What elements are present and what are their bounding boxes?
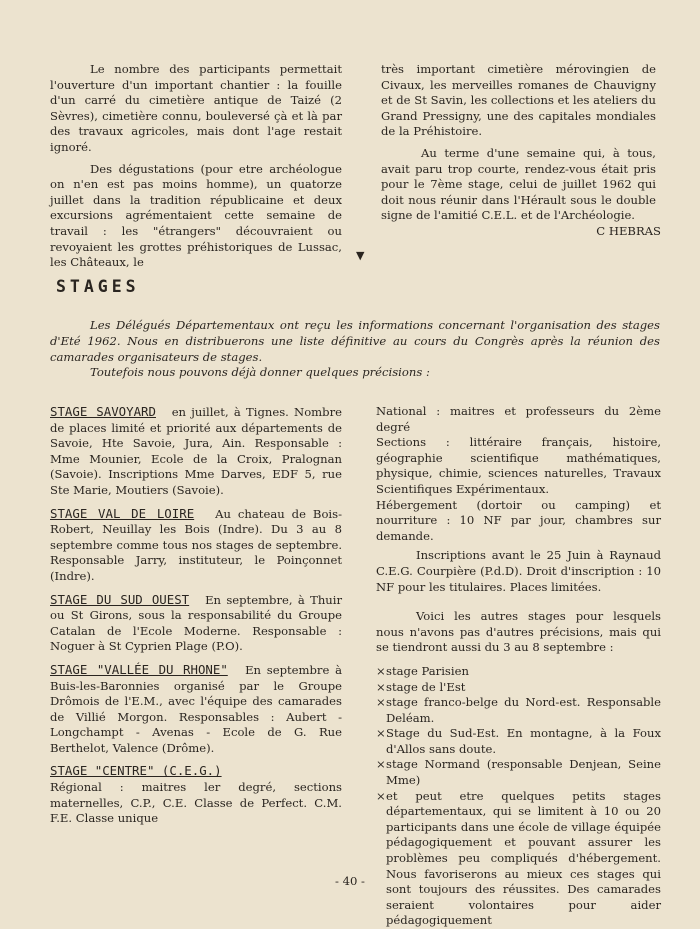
- paragraph: Au terme d'une semaine qui, à tous, avait paru trop courte, rendez-vous était pris pour le 7ème stage, celui de juillet 1962 qui doit nous réunir dans l'Hérault sous le double signe de l'amitié C.E.L. et de l'Archéologie.: [381, 145, 656, 223]
- stage-heading: STAGE "VALLÉE DU RHONE": [50, 661, 228, 677]
- stage-text: En septembre à Buis-les-Baronnies organisé par le Groupe Drômois de l'E.M., avec l'équipe des camarades de Villié Morgon. Responsables : Aubert - Longchampt - Avenas - Ecole de G. Rue Berthelot, Valence (Drôme).: [50, 662, 343, 755]
- bullet-icon: ×: [376, 788, 386, 803]
- national-line: [376, 404, 661, 435]
- list-item: × stage Parisien: [376, 663, 469, 678]
- stage-heading: STAGE "CENTRE" (C.E.G.): [50, 763, 222, 779]
- stages-left-column: [50, 404, 342, 834]
- regional-text: maitres ler degré, sections maternelles, C.P., C.E. Classe de Perfect. C.M. F.E. Classe unique: [50, 780, 343, 826]
- stage-centre: [50, 763, 342, 826]
- stage-text: En septembre, à Thuir ou St Girons, sous la responsabilité du Groupe Catalan de l'Ecole Moderne. Responsable : Noguer à St Cyprien Plage (P.O).: [50, 592, 343, 654]
- stage-text: en juillet, à Tignes. Nombre de places limité et priorité aux départements de Savoie, Hte Savoie, Jura, Ain. Responsable : Mme Mounier, Ecole de la Croix, Pralognan (Savoie). Inscriptions Mme Darves, EDF 5, rue Ste Marie, Moutiers (Savoie).: [50, 405, 343, 497]
- stage-vallee-du-rhone: [50, 662, 342, 757]
- paragraph: Le nombre des participants permettait l'ouverture d'un important chantier : la fouille d'un carré du cimetière antique de Taizé (2 Sèvres), cimetière connu, bouleversé çà et là par des travaux agricoles, mais dont l'age restait ignoré.: [50, 62, 342, 154]
- intro-paragraph: Toutefois nous pouvons déjà donner quelques précisions :: [90, 365, 430, 380]
- stage-val-de-loire: [50, 506, 342, 585]
- stage-heading: STAGE VAL DE LOIRE: [50, 505, 195, 521]
- intro-paragraph: Les Délégués Départementaux ont reçu les informations concernant l'organisation des stages d'Eté 1962. Nous en distribuerons une liste définitive au cours du Congrès après la réunion des camarades organisateurs de stages.: [50, 318, 660, 364]
- bullet-icon: ×: [376, 679, 386, 694]
- lodging-text: Hébergement (dortoir ou camping) et nourriture : 10 NF par jour, chambres sur demande.: [376, 497, 661, 543]
- stages-right-column: [376, 404, 661, 929]
- national-label: National :: [376, 404, 441, 418]
- stage-savoyard: [50, 404, 342, 499]
- signature: C HEBRAS: [596, 223, 661, 238]
- stage-heading: STAGE DU SUD OUEST: [50, 591, 190, 607]
- bullet-icon: ×: [376, 726, 386, 741]
- registration-text: Inscriptions avant le 25 Juin à Raynaud C.E.G. Courpière (P.d.D). Droit d'inscription : 10 NF pour les titulaires. Places limitées.: [376, 548, 661, 594]
- bullet-icon: ×: [376, 757, 386, 772]
- section-title: STAGES: [56, 277, 140, 296]
- list-item: × stage Normand (responsable Denjean, Seine Mme): [376, 757, 661, 788]
- paragraph: très important cimetière mérovingien de Civaux, les merveilles romanes de Chauvigny et de St Savin, les collections et les ateliers du Grand Pressigny, une des capitales mondiales de la Préhistoire.: [381, 62, 656, 139]
- national-text: maitres et professeurs du 2ème degré: [376, 404, 661, 434]
- bullet-icon: ×: [376, 695, 386, 710]
- top-left-column: [50, 62, 342, 271]
- list-item: × stage franco-belge du Nord-est. Responsable Deléam.: [376, 695, 661, 725]
- sections-line: [376, 435, 661, 497]
- list-item: × et peut etre quelques petits stages départementaux, qui se limitent à 10 ou 20 participants dans une école de village équipée pédagogiquement et pouvant assurer les problèmes peu compliqués d'hébergement. Nous favoriserons au mieux ces stages qui sont toujours des réussites. Des camarades seraient volontaires pour aider pédagogiquement: [376, 788, 661, 928]
- bullet-icon: ×: [376, 663, 386, 678]
- down-triangle-icon: ▼: [356, 249, 365, 262]
- paragraph: Des dégustations (pour etre archéologue on n'en est pas moins homme), un quatorze juillet dans la tradition républicaine et deux excursions agrémentaient cette semaine de travail : les "étrangers" découvraient ou revoyaient les grottes préhistoriques de Lussac, les Châteaux, le: [50, 161, 342, 270]
- list-item: × stage de l'Est: [376, 679, 466, 694]
- others-intro: Voici les autres stages pour lesquels nous n'avons pas d'autres précisions, mais qui se tiendront aussi du 3 au 8 septembre :: [376, 609, 661, 655]
- intro-block: [50, 318, 660, 381]
- page-number: - 40 -: [335, 874, 365, 888]
- sections-label: Sections :: [376, 435, 450, 450]
- regional-label: Régional :: [50, 780, 124, 795]
- top-right-column: [381, 62, 661, 240]
- sections-text: littéraire français, histoire, géographie scientifique mathématiques, physique, chimie, sciences naturelles, Travaux Scientifiques Expérimentaux.: [376, 435, 662, 496]
- stage-sud-ouest: [50, 592, 342, 655]
- stage-text: Au chateau de Bois-Robert, Neuillay les Bois (Indre). Du 3 au 8 septembre comme tous nos stages de septembre. Responsable Jarry, instituteur, le Poinçonnet (Indre).: [50, 506, 343, 583]
- list-item: × Stage du Sud-Est. En montagne, à la Foux d'Allos sans doute.: [376, 726, 661, 756]
- stage-heading: STAGE SAVOYARD: [50, 404, 156, 419]
